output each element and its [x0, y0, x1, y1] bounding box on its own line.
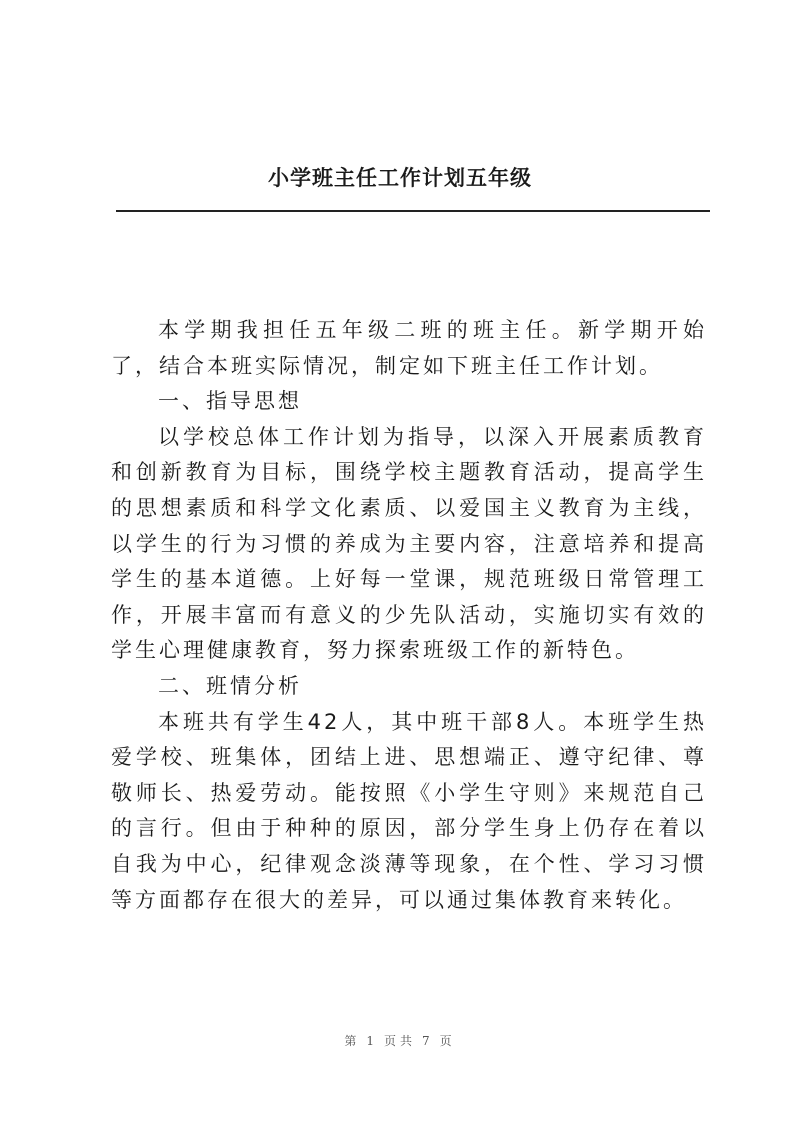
- paragraph-guiding-thought: 以学校总体工作计划为指导，以深入开展素质教育和创新教育为目标，围绕学校主题教育活动，提高学生的思想素质和科学文化素质、以爱国主义教育为主线，以学生的行为习惯的养成为主要内容，注意培养和提高学生的基本道德。上好每一堂课，规范班级日常管理工作，开展丰富而有意义的少先队活动，实施切实有效的学生心理健康教育，努力探索班级工作的新特色。: [111, 424, 707, 663]
- document-title: 小学班主任工作计划五年级: [268, 165, 532, 190]
- document-body: [111, 313, 707, 918]
- footer-middle: 页共: [383, 1034, 416, 1048]
- paragraph-intro: 本学期我担任五年级二班的班主任。新学期开始了，结合本班实际情况，制定如下班主任工作计划。: [111, 318, 707, 378]
- footer-current-page: 1: [366, 1034, 378, 1048]
- paragraph-class-analysis: 本班共有学生42人，其中班干部8人。本班学生热爱学校、班集体，团结上进、思想端正、遵守纪律、尊敬师长、热爱劳动。能按照《小学生守则》来规范自己的言行。但由于种种的原因，部分学生身上仍存在着以自我为中心，纪律观念淡薄等现象，在个性、学习习惯等方面都存在很大的差异，可以通过集体教育来转化。: [111, 709, 707, 912]
- section-heading-class-analysis: 二、班情分析: [158, 673, 302, 698]
- footer-prefix: 第: [344, 1034, 361, 1048]
- section-heading-guiding-thought: 一、指导思想: [158, 389, 302, 414]
- footer-suffix: 页: [439, 1034, 456, 1048]
- footer-total-pages: 7: [422, 1034, 434, 1048]
- title-divider: [116, 210, 710, 212]
- page-footer: [0, 1032, 800, 1049]
